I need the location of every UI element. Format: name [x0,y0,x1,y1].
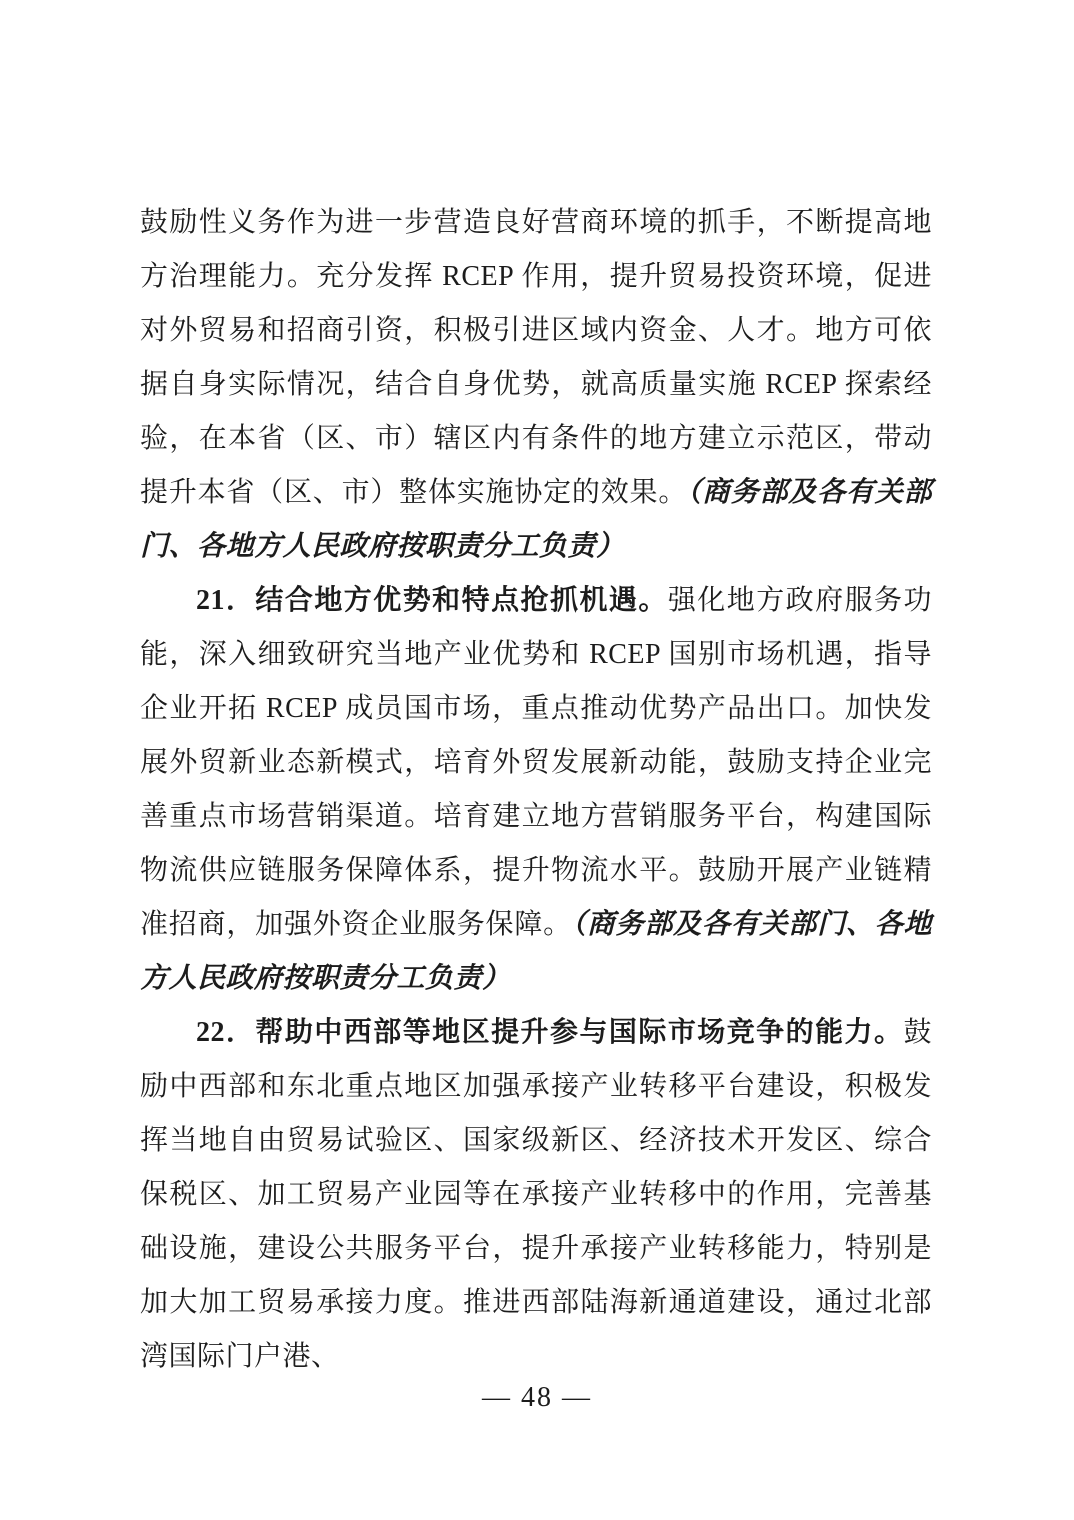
paragraph-body-text: 强化地方政府服务功能，深入细致研究当地产业优势和 RCEP 国别市场机遇，指导企业开拓 RCEP 成员国市场，重点推动优势产品出口。加快发展外贸新业态新模式，培育外贸发展新动能，鼓励支持企业完善重点市场营销渠道。培育建立地方营销服务平台，构建国际物流供应链服务保障体系，提升物流水平。鼓励开展产业链精准招商，加强外资企业服务保障。 [140,585,932,940]
paragraph-item-22 [140,1006,932,1384]
item-number: 21． [196,585,256,616]
paragraph-item-21 [140,574,932,1006]
paragraph-continuation [140,196,932,574]
item-heading: 帮助中西部等地区提升参与国际市场竞争的能力。 [255,1017,904,1048]
responsibility-clause: （商务部及各有关部门、各地方人民政府按职责分工负责） [140,909,932,994]
responsibility-clause: （商务部及各有关部门、各地方人民政府按职责分工负责） [140,477,932,562]
page-body [140,196,932,1384]
item-heading: 结合地方优势和特点抢抓机遇。 [255,585,668,616]
paragraph-body-text: 鼓励性义务作为进一步营造良好营商环境的抓手，不断提高地方治理能力。充分发挥 RCEP 作用，提升贸易投资环境，促进对外贸易和招商引资，积极引进区域内资金、人才。地方可依据自身实际情况，结合自身优势，就高质量实施 RCEP 探索经验，在本省（区、市）辖区内有条件的地方建立示范区，带动提升本省（区、市）整体实施协定的效果。 [140,207,932,508]
page-number: — 48 — [482,1382,592,1413]
item-number: 22． [196,1017,256,1048]
paragraph-body-text: 鼓励中西部和东北重点地区加强承接产业转移平台建设，积极发挥当地自由贸易试验区、国家级新区、经济技术开发区、综合保税区、加工贸易产业园等在承接产业转移中的作用，完善基础设施，建设公共服务平台，提升承接产业转移能力，特别是加大加工贸易承接力度。推进西部陆海新通道建设，通过北部湾国际门户港、 [140,1017,932,1372]
